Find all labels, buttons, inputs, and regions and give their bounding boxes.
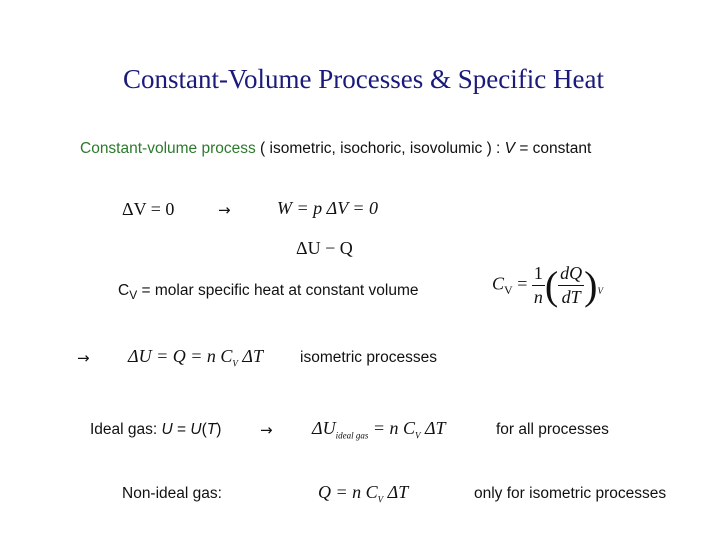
equation-ideal-sub2: V	[414, 430, 421, 441]
fraction-dq: dQ	[558, 263, 584, 286]
note-isometric-only: only for isometric processes	[474, 485, 667, 502]
equation-ideal-sub: ideal gas	[335, 430, 369, 441]
equation-delta-v: ΔV = 0	[122, 199, 175, 219]
cv-subscript: V	[129, 288, 138, 303]
label-isometric: isometric processes	[300, 349, 437, 366]
equation-work: W = p ΔV = 0	[277, 198, 379, 218]
ideal-gas-u2: U	[190, 421, 202, 438]
equation-ideal-tail: ΔT	[420, 418, 446, 438]
fraction-dq-dt	[558, 263, 584, 308]
equation-isometric-sub: V	[232, 358, 238, 369]
paren-open: (	[544, 263, 559, 308]
paren-close: )	[584, 263, 598, 308]
ideal-gas-label	[90, 421, 221, 439]
intro-line	[80, 140, 591, 158]
equation-ideal-head: ΔU	[312, 418, 336, 438]
intro-term: Constant-volume process	[80, 140, 256, 157]
equation-ideal-gas	[312, 418, 446, 441]
intro-synonyms: ( isometric, isochoric, isovolumic ) :	[255, 140, 505, 157]
cv-formula-lhs: C	[492, 273, 505, 294]
cv-formula-sub: V	[504, 283, 513, 298]
cv-formula-equals: =	[512, 273, 532, 294]
equation-isometric-head: ΔU = Q = n C	[128, 346, 233, 366]
nonideal-gas-label: Non-ideal gas:	[122, 485, 222, 502]
ideal-gas-paren-close: )	[216, 421, 222, 438]
ideal-gas-equals: =	[172, 421, 191, 438]
equation-nonideal-sub: V	[377, 494, 384, 505]
cv-formula	[492, 262, 603, 309]
fraction-dt: dT	[561, 287, 581, 307]
equation-isometric-tail: ΔT	[237, 346, 263, 366]
cv-definition	[118, 282, 419, 302]
equation-nonideal-head: Q = n C	[318, 482, 378, 502]
page-title: Constant-Volume Processes & Specific Heat	[123, 64, 604, 94]
implies-arrow-icon: →	[260, 421, 273, 439]
implies-arrow-icon: →	[77, 349, 90, 367]
equation-nonideal-tail: ΔT	[383, 482, 409, 502]
cv-symbol: C	[118, 282, 130, 299]
cv-description: = molar specific heat at constant volume	[137, 282, 419, 299]
equation-isometric	[128, 346, 263, 369]
implies-arrow-icon: →	[218, 201, 231, 219]
fraction-one-over-n	[532, 263, 545, 308]
equation-nonideal	[318, 482, 408, 505]
fraction-denominator: n	[533, 287, 543, 307]
intro-constant: = constant	[515, 140, 592, 157]
fraction-numerator: 1	[532, 263, 545, 286]
intro-variable: V	[504, 140, 516, 157]
equation-ideal-mid: = n C	[368, 418, 415, 438]
cv-formula-outer-sub: V	[597, 286, 603, 297]
ideal-gas-u: U	[161, 421, 173, 438]
ideal-gas-t: T	[206, 421, 217, 438]
equation-du-q: ΔU − Q	[296, 238, 353, 258]
ideal-gas-paren-open: (	[201, 421, 207, 438]
note-all-processes: for all processes	[496, 421, 609, 438]
ideal-gas-text: Ideal gas:	[90, 421, 162, 438]
